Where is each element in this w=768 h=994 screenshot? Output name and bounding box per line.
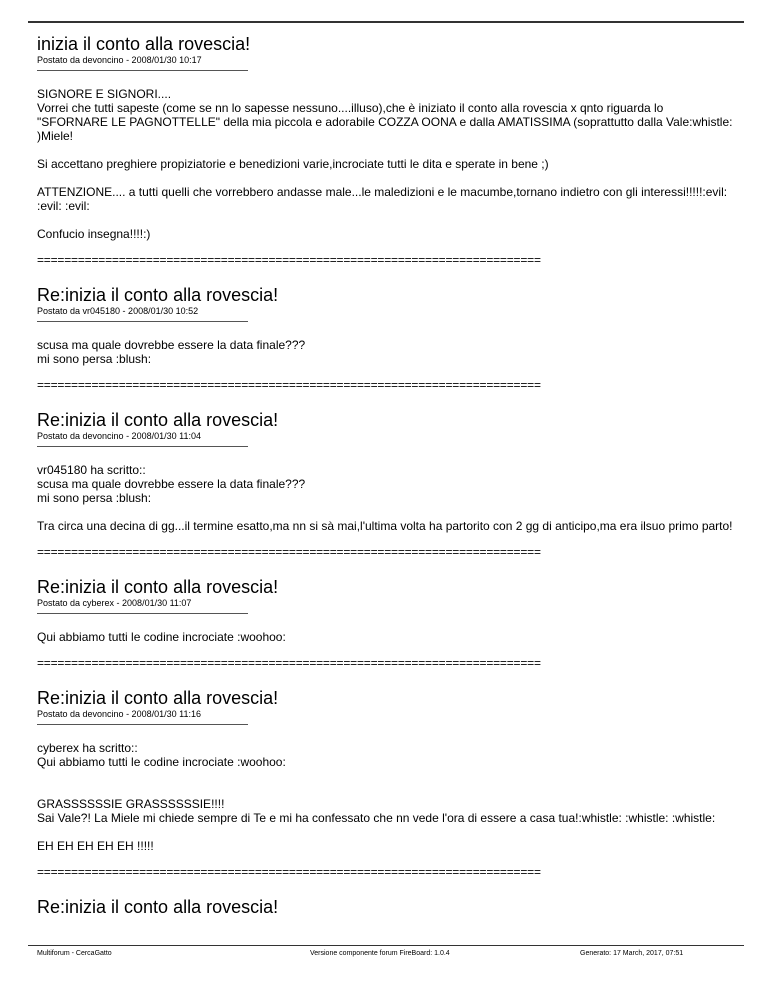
post-title: Re:inizia il conto alla rovescia! <box>37 285 279 305</box>
footer-generated: Generato: 17 March, 2017, 07:51 <box>580 950 684 957</box>
post-paragraph: Tra circa una decina di gg...il termine esatto,ma nn si sà mai,l'ultima volta ha partorito con 2 gg di anticipo,ma era ilsuo primo parto! <box>37 519 733 533</box>
post-body <box>37 463 737 533</box>
post-separator: ========================================================================== <box>37 867 541 877</box>
post-title: Re:inizia il conto alla rovescia! <box>37 577 279 597</box>
post-meta: Postato da vr045180 - 2008/01/30 10:52 <box>37 306 199 316</box>
post-separator: ========================================================================== <box>37 547 541 557</box>
meta-divider <box>37 70 248 71</box>
forum-post <box>37 410 737 557</box>
meta-divider <box>37 724 248 725</box>
post-body <box>37 87 737 241</box>
post-body <box>37 630 737 644</box>
forum-post <box>37 897 737 918</box>
post-paragraph: SIGNORE E SIGNORI.... Vorrei che tutti sapeste (come se nn lo sapesse nessuno....illuso),che è iniziato il conto alla rovescia x qnto riguarda lo "SFORNARE LE PAGNOTTELLE" della mia piccola e adorabile COZZA OONA e dalla AMATISSIMA (soprattutto dalla Vale:whistle: )Miele! <box>37 87 733 143</box>
post-paragraph: ATTENZIONE.... a tutti quelli che vorrebbero andasse male...le maledizioni e le macumbe,tornano indietro con gli interessi!!!!!:evil: :evil: :evil: <box>37 185 728 213</box>
forum-post <box>37 285 737 390</box>
post-title: inizia il conto alla rovescia! <box>37 34 251 54</box>
forum-post <box>37 688 737 877</box>
footer-site-name: Multiforum - CercaGatto <box>37 950 112 957</box>
post-paragraph: Si accettano preghiere propiziatorie e benedizioni varie,incrociate tutti le dita e sperate in bene ;) <box>37 157 549 171</box>
post-paragraph: EH EH EH EH EH !!!!! <box>37 839 154 853</box>
post-meta: Postato da cyberex - 2008/01/30 11:07 <box>37 598 192 608</box>
post-separator: ========================================================================== <box>37 380 541 390</box>
post-paragraph: Qui abbiamo tutti le codine incrociate :woohoo: <box>37 630 286 644</box>
meta-divider <box>37 321 248 322</box>
forum-post <box>37 34 737 265</box>
meta-divider <box>37 613 248 614</box>
meta-divider <box>37 446 248 447</box>
post-body <box>37 338 737 366</box>
post-meta: Postato da devoncino - 2008/01/30 10:17 <box>37 55 202 65</box>
quoted-text: cyberex ha scritto:: Qui abbiamo tutti le codine incrociate :woohoo: <box>37 741 286 769</box>
page-footer <box>37 948 731 960</box>
post-title: Re:inizia il conto alla rovescia! <box>37 410 279 430</box>
post-meta: Postato da devoncino - 2008/01/30 11:04 <box>37 431 201 441</box>
footer-rule <box>28 945 744 946</box>
post-body <box>37 741 737 853</box>
post-separator: ========================================================================== <box>37 255 541 265</box>
post-paragraph: scusa ma quale dovrebbe essere la data finale??? mi sono persa :blush: <box>37 338 306 366</box>
footer-version: Versione componente forum FireBoard: 1.0.4 <box>310 950 450 957</box>
forum-post <box>37 577 737 668</box>
post-paragraph: Confucio insegna!!!!:) <box>37 227 151 241</box>
post-paragraph: GRASSSSSSIE GRASSSSSSIE!!!! Sai Vale?! La Miele mi chiede sempre di Te e mi ha confessato che nn vede l'ora di essere a casa tua!:whistle: :whistle: :whistle: <box>37 797 716 825</box>
top-rule <box>28 21 744 23</box>
post-title: Re:inizia il conto alla rovescia! <box>37 688 279 708</box>
post-meta: Postato da devoncino - 2008/01/30 11:16 <box>37 709 201 719</box>
post-title: Re:inizia il conto alla rovescia! <box>37 897 279 917</box>
forum-thread <box>37 34 737 918</box>
post-separator: ========================================================================== <box>37 658 541 668</box>
quoted-text: vr045180 ha scritto:: scusa ma quale dovrebbe essere la data finale??? mi sono persa :blush: <box>37 463 306 505</box>
